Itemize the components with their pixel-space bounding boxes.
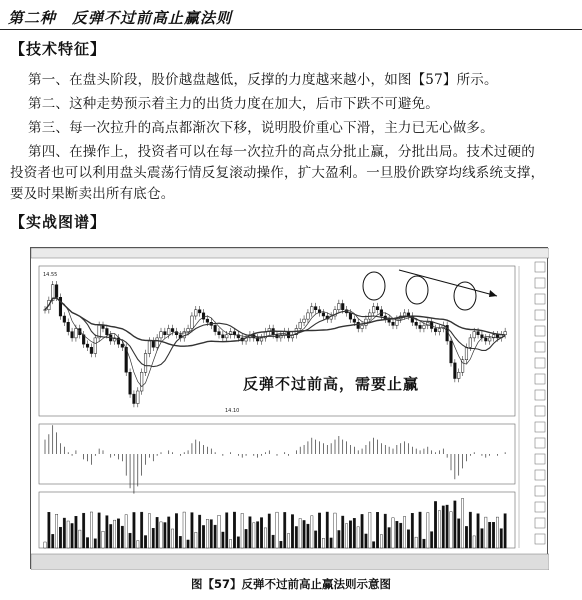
candle-body [90,347,93,353]
volume-bar [171,529,173,548]
volume-bar [349,521,351,548]
volume-bar [260,518,262,548]
volume-bar [187,540,189,548]
price-low-label: 14.10 [225,408,240,414]
volume-bar [222,532,224,548]
volume-bar [330,538,332,548]
candle-body [63,316,66,322]
volume-bar [488,522,490,548]
candle-body [144,354,147,373]
volume-bar [233,512,235,548]
candle-body [469,338,472,347]
volume-bar [48,512,50,548]
volume-bar [434,501,436,548]
volume-bar [102,531,104,548]
volume-bar [372,542,374,548]
candle-body [322,313,325,316]
axis-tool-button [535,278,545,288]
volume-bar [403,516,405,548]
high-circle-2 [406,276,428,304]
volume-bar [342,516,344,548]
volume-bar [71,523,73,548]
candle-body [415,322,418,325]
volume-bar [210,520,212,548]
volume-bar [52,534,54,548]
candle-body [156,338,159,347]
volume-bar [384,514,386,548]
volume-bar [465,526,467,548]
volume-bar [423,539,425,548]
volume-bar [365,534,367,548]
axis-tool-button [535,486,545,496]
volume-bar [430,532,432,548]
volume-bar [229,540,231,548]
volume-bar [314,531,316,548]
section-title-tech: 【技术特征】 [10,40,107,58]
volume-bar [481,529,483,548]
volume-bar [276,512,278,548]
chart-tab-bar [31,554,549,570]
volume-bar [121,526,123,548]
volume-bar [461,499,463,548]
chart-annotation: 反弹不过前高，需要止赢 [243,375,420,393]
ma-line-10 [45,298,505,367]
volume-bar [75,516,77,548]
volume-bar [202,525,204,548]
candle-body [488,338,491,341]
volume-bar [326,512,328,548]
volume-bar [388,528,390,548]
candle-body [171,329,174,332]
volume-bar [214,525,216,548]
volume-bar [446,505,448,548]
volume-bar [318,513,320,548]
trend-arrowhead [489,290,497,297]
volume-bar [117,519,119,548]
volume-bar [113,520,115,548]
volume-bar [160,522,162,548]
volume-bar [125,515,127,548]
volume-bar [237,537,239,548]
candle-body [419,325,422,328]
candle-body [225,335,228,338]
volume-bar [129,533,131,548]
candle-body [338,304,341,310]
volume-bar [500,529,502,548]
volume-bar [175,514,177,548]
candle-body [314,307,317,310]
volume-bar [338,530,340,548]
volume-bar [137,541,139,548]
volume-bar [152,528,154,548]
volume-bar [322,538,324,548]
candle-body [206,319,209,322]
volume-bar [427,513,429,548]
axis-tool-button [535,422,545,432]
price-high-label: 14.55 [43,272,58,278]
axis-tool-button [535,294,545,304]
volume-bar [345,524,347,548]
volume-bar [241,513,243,548]
volume-bar [94,539,96,548]
candle-body [106,329,109,335]
axis-tool-button [535,342,545,352]
volume-bar [86,538,88,548]
volume-bar [450,512,452,548]
volume-bar [458,519,460,548]
volume-bar [380,535,382,548]
volume-bar [407,530,409,548]
high-circle-1 [363,272,385,300]
paragraph-3: 第三、每一次拉升的高点都渐次下移，说明股价重心下滑，主力已无心做多。 [28,120,494,136]
candle-body [372,307,375,313]
candle-body [434,329,437,332]
volume-bar [492,522,494,548]
volume-bar [206,519,208,548]
volume-bar [268,514,270,548]
candle-body [341,304,344,310]
candle-body [187,329,190,332]
volume-bar [249,517,251,548]
volume-bar [284,512,286,548]
volume-bar [411,513,413,548]
candle-body [299,322,302,328]
axis-tool-button [535,502,545,512]
candle-body [473,332,476,338]
volume-bar [148,514,150,548]
candle-body [75,329,78,338]
volume-bar [454,501,456,548]
candle-body [133,394,136,403]
candle-body [222,335,225,338]
candle-body [121,344,124,347]
candle-body [191,316,194,329]
volume-bar [361,514,363,548]
axis-tool-button [535,326,545,336]
volume-bar [400,523,402,548]
volume-bar [287,534,289,548]
volume-bar [369,512,371,548]
volume-bar [179,536,181,548]
candle-body [140,372,143,391]
volume-bar [98,513,100,548]
volume-bar [253,523,255,548]
candle-body [152,341,155,347]
candle-body [307,313,310,319]
volume-bar [226,513,228,548]
volume-bar [90,512,92,548]
candle-body [353,319,356,322]
volume-bar [307,524,309,548]
candle-body [349,313,352,319]
volume-bar [295,526,297,548]
volume-bar [303,520,305,548]
axis-tool-button [535,310,545,320]
paragraph-4-line-1: 第四、在操作上，投资者可以在每一次拉升的高点分批止赢，分批出局。技术过硬的 [28,144,535,160]
candle-body [485,338,488,341]
candle-body [67,322,70,331]
candle-body [303,319,306,322]
volume-bar [376,512,378,548]
volume-bar [353,518,355,548]
title-bar [0,0,582,30]
volume-bar [59,527,61,548]
axis-tool-button [535,438,545,448]
candle-body [167,329,170,335]
volume-bar [469,512,471,548]
axis-tool-button [535,470,545,480]
chart-canvas [31,248,549,570]
axis-tool-button [535,390,545,400]
volume-bar [291,515,293,548]
volume-bar [477,514,479,548]
candle-body [357,322,360,328]
axis-tool-button [535,262,545,272]
axis-tool-button [535,534,545,544]
volume-bar [415,537,417,548]
page-title: 第二种 反弹不过前高止赢法则 [8,9,233,27]
volume-bar [67,521,69,548]
volume-bar [280,541,282,548]
candle-body [407,313,410,316]
volume-bar [195,532,197,548]
title-rule [0,29,582,30]
candle-body [392,322,395,325]
volume-bar [504,514,506,548]
candle-body [450,341,453,363]
volume-bar [144,536,146,548]
volume-bar [392,518,394,548]
volume-bar [106,516,108,548]
volume-bar [272,535,274,548]
candle-body [311,307,314,313]
volume-bar [485,517,487,548]
trend-line [399,270,497,296]
candle-body [465,347,468,360]
volume-bar [311,516,313,548]
volume-bar [496,517,498,548]
candle-body [129,372,132,394]
candle-body [361,325,364,328]
candle-body [44,310,47,311]
section-title-chart: 【实战图谱】 [10,213,107,231]
paragraph-4-line-2: 投资者也可以利用盘头震荡行情反复滚动操作，扩大盈利。一旦股价跌穿均线系统支撑， [10,165,545,181]
volume-bar [299,519,301,548]
axis-tool-button [535,454,545,464]
candle-body [148,341,151,354]
axis-tool-button [535,518,545,528]
volume-bar [183,512,185,548]
candle-body [457,372,460,378]
volume-bar [140,512,142,548]
volume-bar [256,522,258,548]
volume-bar [168,517,170,548]
figure-caption: 图【57】反弹不过前高止赢法则示意图 [190,577,391,591]
candle-body [94,338,97,354]
candle-body [477,332,480,335]
paragraph-1: 第一、在盘头阶段，股价越盘越低，反撑的力度越来越小，如图【57】所示。 [28,72,498,88]
candle-body [214,325,217,331]
candle-body [71,332,74,338]
candle-body [198,310,201,313]
volume-bar [334,513,336,548]
volume-bar [133,512,135,548]
candle-body [195,310,198,316]
volume-bar [442,506,444,548]
candle-body [423,325,426,328]
volume-bar [44,542,46,548]
high-circle-3 [454,282,476,310]
volume-bar [63,518,65,548]
candle-body [55,285,58,298]
volume-bar [191,513,193,548]
volume-bar [156,517,158,548]
volume-bar [264,528,266,548]
volume-bar [396,521,398,548]
axis-tool-button [535,358,545,368]
candle-body [164,332,167,335]
volume-bar [218,515,220,548]
volume-bar [164,523,166,548]
volume-bar [55,514,57,548]
stock-chart [30,247,548,569]
volume-bar [357,527,359,548]
volume-bar [473,536,475,548]
candle-body [86,344,89,347]
candle-body [454,363,457,379]
candle-body [137,391,140,404]
volume-bar [419,512,421,548]
paragraph-2: 第二、这种走势预示着主力的出货力度在加大，后市下跌不可避免。 [28,96,439,112]
chart-header-bar [31,248,549,258]
candle-body [376,307,379,310]
axis-tool-button [535,406,545,416]
volume-bar [110,524,112,548]
volume-bar [198,515,200,548]
candle-body [160,332,163,338]
volume-bar [82,513,84,548]
volume-bar [79,530,81,548]
axis-tool-button [535,374,545,384]
candle-body [218,332,221,335]
volume-bar [438,511,440,548]
paragraph-4-line-3: 要及时果断卖出所有底仓。 [10,186,175,202]
volume-bar [245,529,247,548]
candle-body [438,329,441,332]
